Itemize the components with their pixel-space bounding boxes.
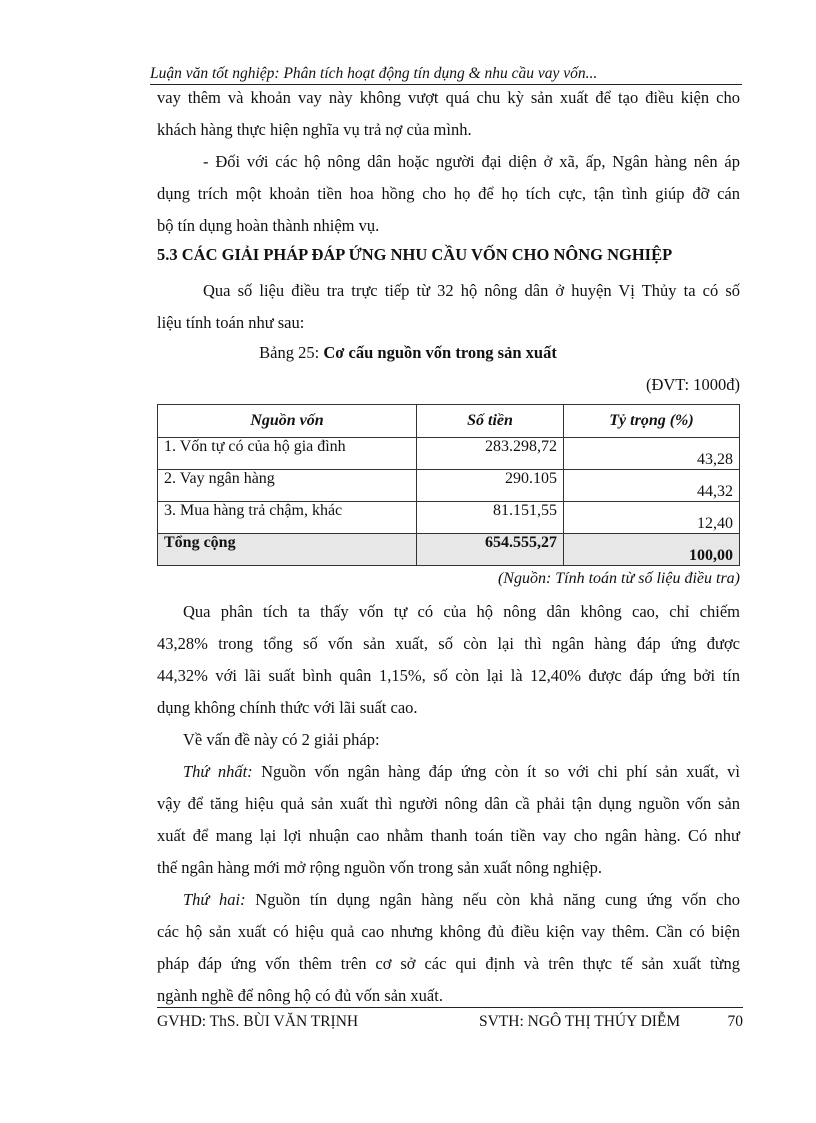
cell-source: 1. Vốn tự có của hộ gia đình	[158, 438, 417, 470]
table-caption-title: Cơ cấu nguồn vốn trong sản xuất	[323, 343, 557, 362]
text-line: khách hàng thực hiện nghĩa vụ trả nợ của mình.	[157, 120, 472, 139]
text-line: dụng không chính thức với lãi suất cao.	[157, 698, 418, 717]
analysis-block	[157, 596, 740, 1012]
footer-student: SVTH: NGÔ THỊ THÚY DIỄM	[479, 1013, 681, 1030]
first-solution-label: Thứ nhất:	[183, 762, 253, 781]
text-line: liệu tính toán như sau:	[157, 313, 305, 332]
capital-structure-table	[157, 404, 740, 566]
text-line: Về vấn đề này có 2 giải pháp:	[183, 730, 380, 749]
running-header: Luận văn tốt nghiệp: Phân tích hoạt động tín dụng & nhu cầu vay vốn...	[150, 65, 742, 85]
table-source-note: (Nguồn: Tính toán từ số liệu điều tra)	[497, 570, 740, 587]
table-caption	[0, 342, 816, 364]
table-header-row	[158, 405, 740, 438]
text-line: các hộ sản xuất có hiệu quả cao nhưng không đủ điều kiện vay thêm. Cần có biện	[157, 922, 740, 941]
cell-source: 2. Vay ngân hàng	[158, 470, 417, 502]
header-share: Tỷ trọng (%)	[564, 405, 740, 438]
text-line: ngành nghề để nông hộ có đủ vốn sản xuất.	[157, 986, 443, 1005]
text-line: vay thêm và khoản vay này không vượt quá chu kỳ sản xuất để tạo điều kiện cho	[157, 88, 740, 107]
header-source: Nguồn vốn	[158, 405, 417, 438]
text-line: 44,32% với lãi suất bình quân 1,15%, số còn lại là 12,40% được đáp ứng bởi tín	[157, 666, 740, 685]
survey-paragraph	[157, 275, 740, 339]
text-line: - Đối với các hộ nông dân hoặc người đại diện ở xã, ấp, Ngân hàng nên áp	[203, 152, 740, 171]
text-line: Qua số liệu điều tra trực tiếp từ 32 hộ nông dân ở huyện Vị Thủy ta có số	[203, 281, 740, 300]
footer-advisor: GVHD: ThS. BÙI VĂN TRỊNH	[157, 1013, 359, 1030]
text-line: xuất để mang lại lợi nhuận cao nhằm thanh toán tiền vay cho ngân hàng. Có như	[157, 826, 740, 845]
cell-total-label: Tổng cộng	[158, 534, 417, 566]
table-row	[158, 470, 740, 502]
text-line: 43,28% trong tổng số vốn sản xuất, số còn lại thì ngân hàng đáp ứng được	[157, 634, 740, 653]
cell-share: 43,28	[564, 438, 740, 470]
intro-block	[157, 82, 740, 242]
cell-amount: 283.298,72	[417, 438, 564, 470]
text-line: pháp đáp ứng vốn thêm trên cơ sở các qui định và trên thực tế sản xuất từng	[157, 954, 740, 973]
cell-share: 44,32	[564, 470, 740, 502]
page-number: 70	[727, 1013, 743, 1030]
cell-total-amount: 654.555,27	[417, 534, 564, 566]
cell-amount: 81.151,55	[417, 502, 564, 534]
cell-source: 3. Mua hàng trả chậm, khác	[158, 502, 417, 534]
cell-amount: 290.105	[417, 470, 564, 502]
page-footer	[157, 1007, 743, 1030]
table-total-row	[158, 534, 740, 566]
table-row	[158, 502, 740, 534]
text-line: thế ngân hàng mới mở rộng nguồn vốn trong sản xuất nông nghiệp.	[157, 858, 603, 877]
header-amount: Số tiền	[417, 405, 564, 438]
table-row	[158, 438, 740, 470]
text-line	[157, 756, 740, 788]
text-line: vậy để tăng hiệu quả sản xuất thì người nông dân cầ phải tận dụng nguồn vốn sản	[157, 794, 740, 813]
section-heading: 5.3 CÁC GIẢI PHÁP ĐÁP ỨNG NHU CẦU VỐN CHO NÔNG NGHIỆP	[157, 245, 673, 264]
second-solution-text: Nguồn tín dụng ngân hàng nếu còn khả năng cung ứng vốn cho	[245, 890, 740, 909]
cell-total-share: 100,00	[564, 534, 740, 566]
table-unit: (ĐVT: 1000đ)	[645, 375, 740, 394]
text-line	[157, 884, 740, 916]
text-line: bộ tín dụng hoàn thành nhiệm vụ.	[157, 216, 380, 235]
text-line: Qua phân tích ta thấy vốn tự có của hộ nông dân không cao, chỉ chiếm	[183, 602, 740, 621]
second-solution-label: Thứ hai:	[183, 890, 246, 909]
first-solution-text: Nguồn vốn ngân hàng đáp ứng còn ít so với chi phí sản xuất, vì	[252, 762, 740, 781]
table-caption-prefix: Bảng 25:	[259, 343, 324, 362]
text-line: dụng trích một khoản tiền hoa hồng cho họ để họ tích cực, tận tình giúp đỡ cán	[157, 184, 740, 203]
cell-share: 12,40	[564, 502, 740, 534]
